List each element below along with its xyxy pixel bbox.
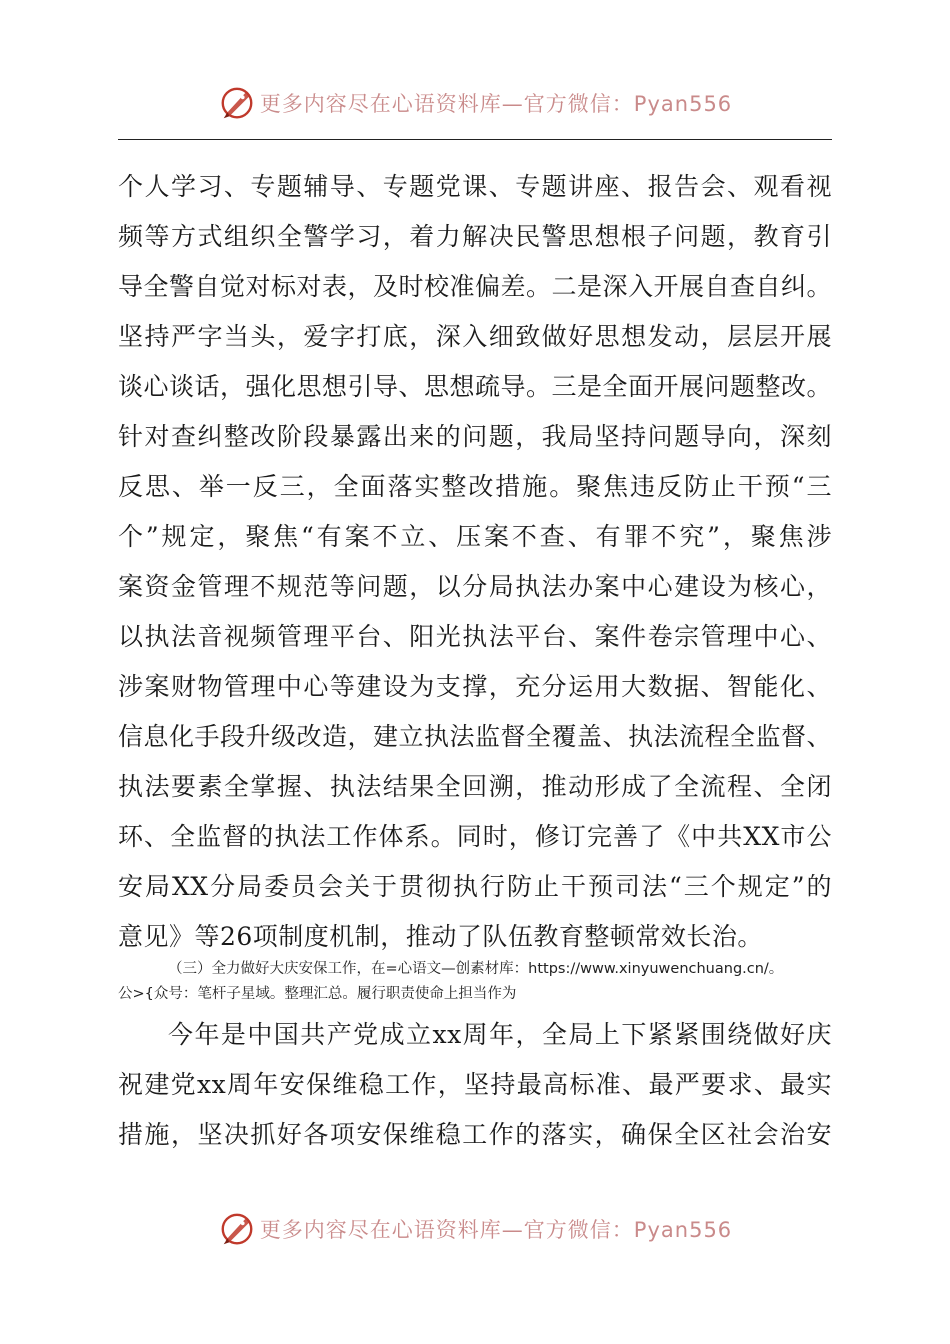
paragraph-1 xyxy=(118,162,832,962)
text-line: 频等方式组织全警学习，着力解决民警思想根子问题，教育引 xyxy=(118,222,832,251)
text-line: 个”规定，聚焦“有案不立、压案不查、有罪不究”，聚焦涉 xyxy=(118,522,832,551)
text-line: 信息化手段升级改造，建立执法监督全覆盖、执法流程全监督、 xyxy=(118,722,833,751)
text-line: 祝建党xx周年安保维稳工作，坚持最高标准、最严要求、最实 xyxy=(118,1070,832,1099)
text-line: 环、全监督的执法工作体系。同时，修订完善了《中共XX市公 xyxy=(118,822,832,851)
text-line: 意见》等26项制度机制，推动了队伍教育整顿常效长治。 xyxy=(118,922,763,951)
text-line: 以执法音视频管理平台、阳光执法平台、案件卷宗管理中心、 xyxy=(118,622,832,651)
text-line: 谈心谈话，强化思想引导、思想疏导。三是全面开展问题整改。 xyxy=(118,372,833,401)
text-line: 反思、举一反三，全面落实整改措施。聚焦违反防止干预“三 xyxy=(118,472,832,501)
section-heading-note-continued: 公>{众号：笔杆子星域。整理汇总。履行职责使命上担当作为 xyxy=(118,986,517,1002)
header-divider xyxy=(118,139,832,140)
footer-banner-text: 更多内容尽在心语资料库—官方微信：Pyan556 xyxy=(259,1218,733,1242)
text-line: 涉案财物管理中心等建设为支撑，充分运用大数据、智能化、 xyxy=(118,672,832,701)
paragraph-2 xyxy=(118,1010,832,1160)
text-line: 执法要素全掌握、执法结果全回溯，推动形成了全流程、全闭 xyxy=(118,772,832,801)
text-line: 针对查纠整改阶段暴露出来的问题，我局坚持问题导向，深刻 xyxy=(118,422,832,451)
header-banner-text: 更多内容尽在心语资料库—官方微信：Pyan556 xyxy=(259,92,733,116)
text-line: 个人学习、专题辅导、专题党课、专题讲座、报告会、观看视 xyxy=(118,172,832,201)
footer-banner xyxy=(0,1204,950,1254)
pen-nib-logo-icon xyxy=(218,1210,256,1248)
pen-nib-logo-icon xyxy=(218,84,256,122)
section-heading-note: （三）全力做好大庆安保工作，在=心语文—创素材库：https://www.xinyuwenchuang.cn/。 xyxy=(168,961,784,977)
text-line: 措施，坚决抓好各项安保维稳工作的落实，确保全区社会治安 xyxy=(118,1120,832,1149)
text-line: 今年是中国共产党成立xx周年，全局上下紧紧围绕做好庆 xyxy=(168,1020,832,1049)
text-line: 安局XX分局委员会关于贯彻执行防止干预司法“三个规定”的 xyxy=(118,872,832,901)
text-line: 坚持严字当头，爱字打底，深入细致做好思想发动，层层开展 xyxy=(118,322,832,351)
text-line: 案资金管理不规范等问题，以分局执法办案中心建设为核心， xyxy=(118,572,832,601)
text-line: 导全警自觉对标对表，及时校准偏差。二是深入开展自查自纠。 xyxy=(118,272,833,301)
header-banner xyxy=(0,78,950,128)
